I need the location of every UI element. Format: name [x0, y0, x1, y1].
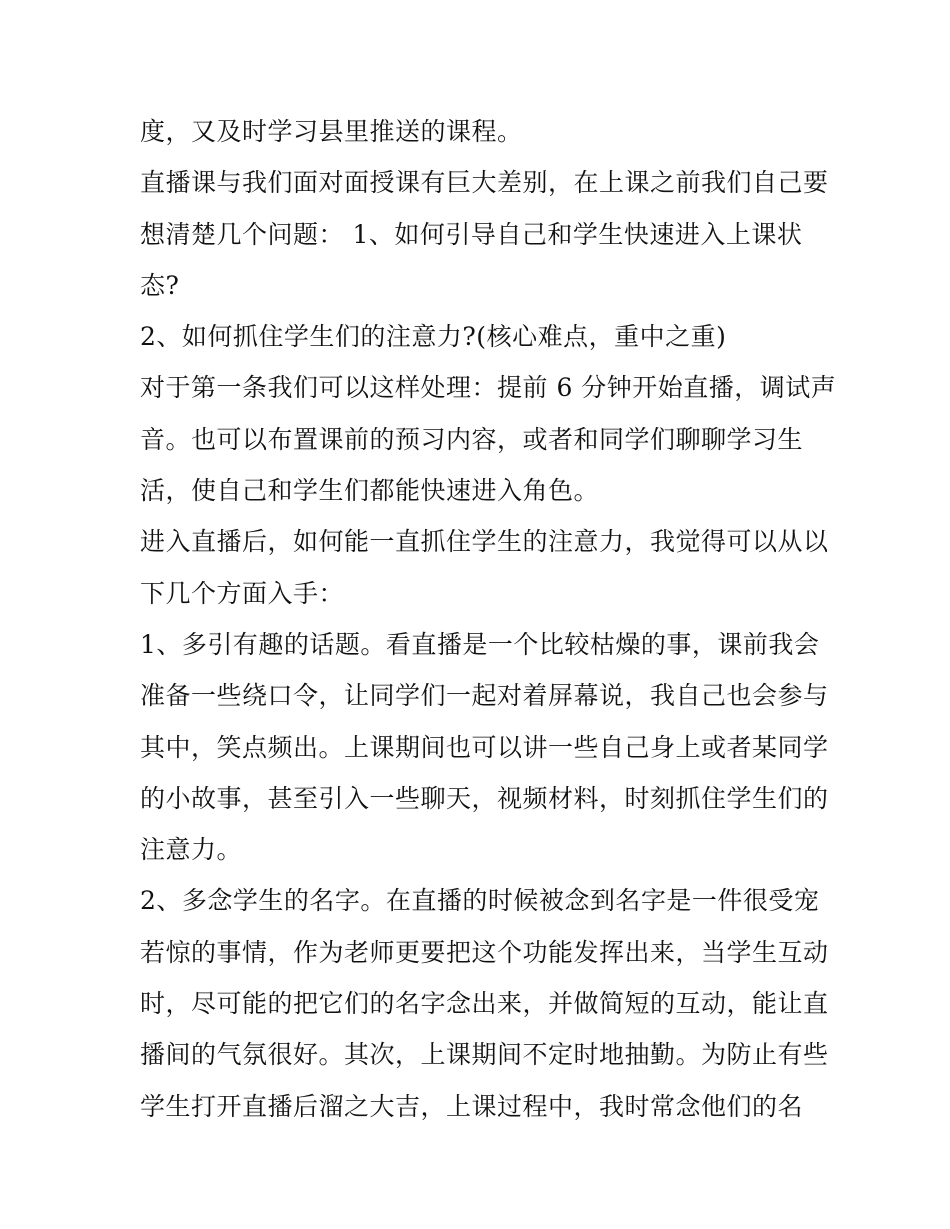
- text-line: 活，使自己和学生们都能快速进入角色。: [140, 476, 600, 506]
- text-line: 2、多念学生的名字。在直播的时候被念到名字是一件很受宠: [140, 886, 820, 916]
- text-line: 准备一些绕口令，让同学们一起对着屏幕说，我自己也会参与: [140, 681, 829, 711]
- text-line: 态?: [140, 270, 180, 300]
- text-line: 2、如何抓住学生们的注意力?(核心难点，重中之重): [140, 322, 727, 352]
- text-line: 音。也可以布置课前的预习内容，或者和同学们聊聊学习生: [140, 424, 804, 454]
- text-line: 直播课与我们面对面授课有巨大差别，在上课之前我们自己要: [140, 168, 829, 198]
- text-line: 播间的气氛很好。其次，上课期间不定时地抽勤。为防止有些: [140, 1040, 829, 1070]
- text-line: 学生打开直播后溜之大吉，上课过程中，我时常念他们的名: [140, 1091, 804, 1121]
- text-line: 下几个方面入手：: [140, 578, 345, 608]
- text-line: 的小故事，甚至引入一些聊天，视频材料，时刻抓住学生们的: [140, 783, 829, 813]
- text-line: 若惊的事情，作为老师更要把这个功能发挥出来，当学生互动: [140, 937, 829, 967]
- text-line: 注意力。: [140, 835, 243, 865]
- document-body: [140, 106, 837, 1132]
- text-line: 对于第一条我们可以这样处理：提前 6 分钟开始直播，调试声: [140, 373, 837, 403]
- text-line: 其中，笑点频出。上课期间也可以讲一些自己身上或者某同学: [140, 732, 829, 762]
- text-line: 想清楚几个问题： 1、如何引导自己和学生快速进入上课状: [140, 219, 803, 249]
- text-line: 进入直播后，如何能一直抓住学生的注意力，我觉得可以从以: [140, 527, 829, 557]
- text-line: 时，尽可能的把它们的名字念出来，并做简短的互动，能让直: [140, 989, 829, 1019]
- text-line: 度，又及时学习县里推送的课程。: [140, 117, 523, 146]
- text-line: 1、多引有趣的话题。看直播是一个比较枯燥的事，课前我会: [140, 629, 820, 659]
